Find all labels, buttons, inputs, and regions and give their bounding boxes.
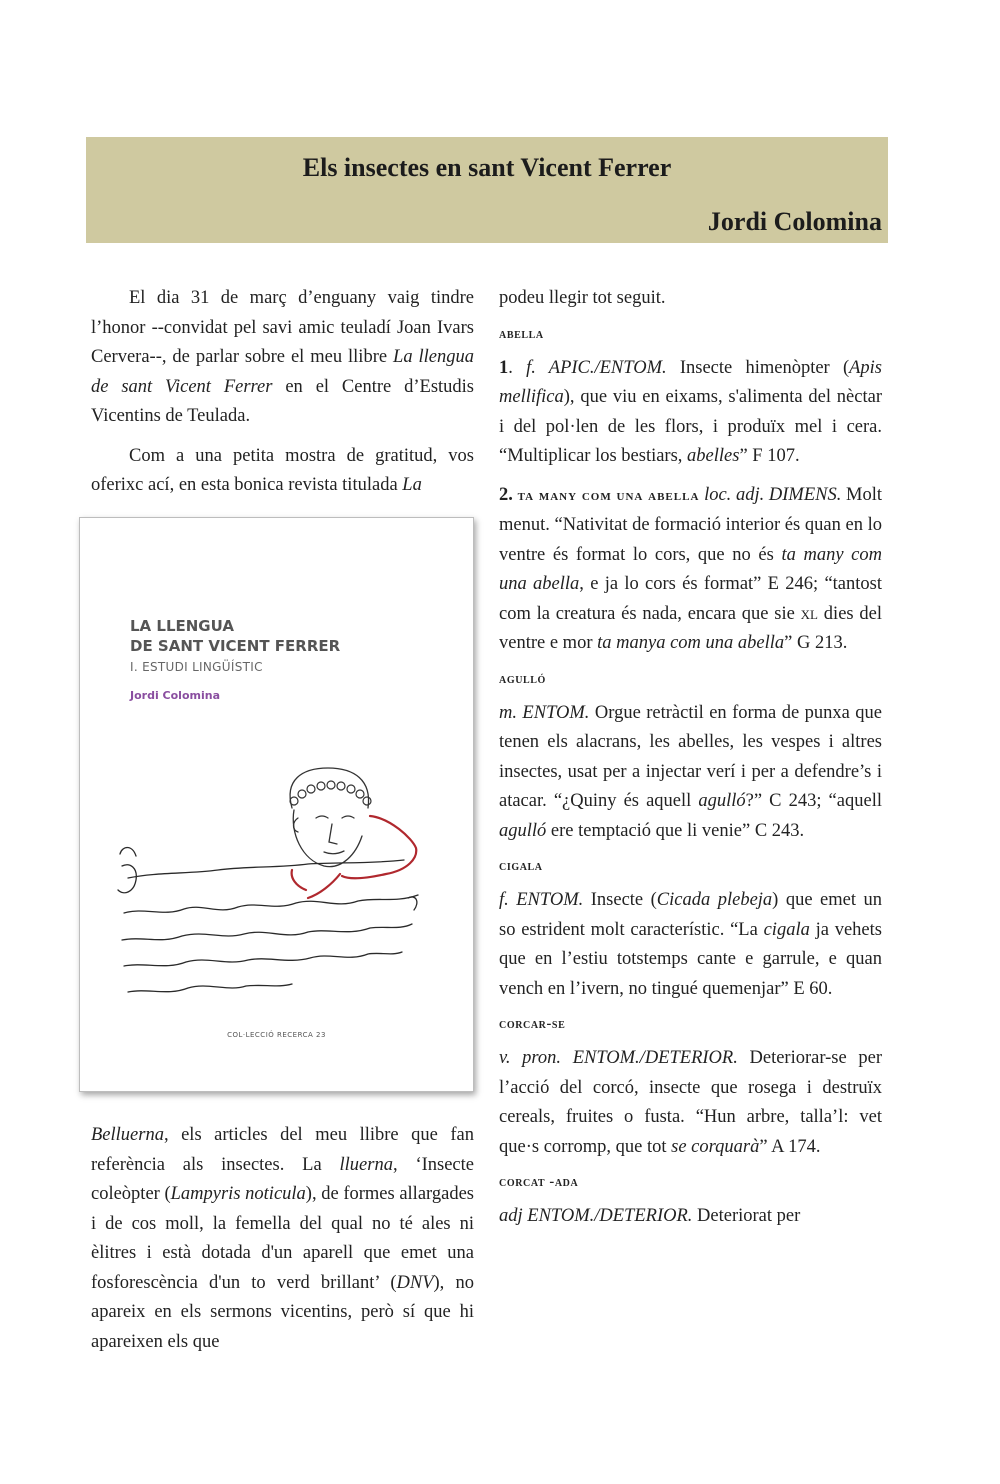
entry-abella-sense-2: 2. ta many com una abella loc. adj. DIMENS. Molt menut. “Nativitat de formació interior és quan en lo ventre és format lo cors, que no és ta many com una abella, e ja lo cors és format” E 246; “tantost com la creatura és nada, encara que sie xl dies del ventre e mor ta manya com una abella” G 213. <box>499 484 883 653</box>
entry-corcar-se: v. pron. ENTOM./DETERIOR. Deteriorar-se per l’acció del corcó, insecte que rosega i destruïx cereals, fruites o fusta. “Hun arbre, talla’l: vet que·s corromp, que tot se corquarà” A 174. <box>499 1048 882 1157</box>
paragraph-belluerna: Belluerna, els articles del meu llibre que fan referència als insectes. La lluerna, ‘Insecte coleòpter (Lampyris noticula), de formes allargades i de cos moll, la femella del qual no té ales ni èlitres i està dotada d'un aparell que emet una fosforescència d'un to verd brillant’ (DNV), no apareix en els sermons vicentins, però sí que hi apareixen els que <box>91 1125 474 1352</box>
entry-agullo: m. ENTOM. Orgue retràctil en forma de punxa que tenen els alacrans, les abelles, les vespes i altres insectes, usat per a injectar verí i per a defendre’s i atacar. “¿Quiny és aquell agulló?” C 243; “aquell agulló ere temptació que li venie” C 243. <box>499 702 882 841</box>
article-author: Jordi Colomina <box>707 207 882 236</box>
paragraph-intro: El dia 31 de març d’enguany vaig tindre l’honor --convidat pel savi amic teuladí Joan Ivars Cervera--, de parlar sobre el meu llibre La llengua de sant Vicent Ferrer en el Centre d’Estudis Vicentins de Teulada. <box>91 288 475 426</box>
left-column-bottom <box>91 1121 474 1357</box>
entry-heading-corcat: corcat -ada <box>499 1174 579 1190</box>
entry-cigala: f. ENTOM. Insecte (Cicada plebeja) que emet un so estrident molt característic. “La cigala ja vehets que en l’estiu totstemps cante e garrule, e quan vench en l’ivern, no tingué quemenjar” E 60. <box>499 890 882 999</box>
article-title: Els insectes en sant Vicent Ferrer <box>302 153 672 182</box>
cover-author: Jordi Colomina <box>130 689 220 702</box>
cover-title: LA LLENGUA DE SANT VICENT FERRER <box>130 617 341 655</box>
entry-corcat: adj ENTOM./DETERIOR. Deteriorat per <box>499 1206 801 1226</box>
cover-sketch <box>80 518 473 1091</box>
paragraph-gratitude: Com a una petita mostra de gratitud, vos oferixc ací, en esta bonica revista titulada La <box>91 445 474 495</box>
entry-heading-cigala: cigala <box>499 858 543 874</box>
title-band <box>86 137 888 243</box>
entry-abella-sense-1: 1. f. APIC./ENTOM. Insecte himenòpter (Apis mellifica), que viu en eixams, s'alimenta del nèctar i del pol·len de les flors, i produïx mel i cera. “Multiplicar los bestiars, abelles” F 107. <box>499 357 882 466</box>
left-column-top <box>91 284 474 511</box>
paragraph-continuation: podeu llegir tot seguit. <box>499 288 666 308</box>
entry-heading-agullo: agulló <box>499 670 546 687</box>
book-cover-image <box>79 517 474 1092</box>
cover-subtitle: I. ESTUDI LINGÜÍSTIC <box>130 660 263 674</box>
entry-heading-abella: abella <box>499 325 544 342</box>
entry-heading-corcar-se: corcar-se <box>499 1016 566 1032</box>
right-column <box>499 284 882 1241</box>
cover-collection: COL·LECCIÓ RECERCA 23 <box>227 1031 326 1039</box>
